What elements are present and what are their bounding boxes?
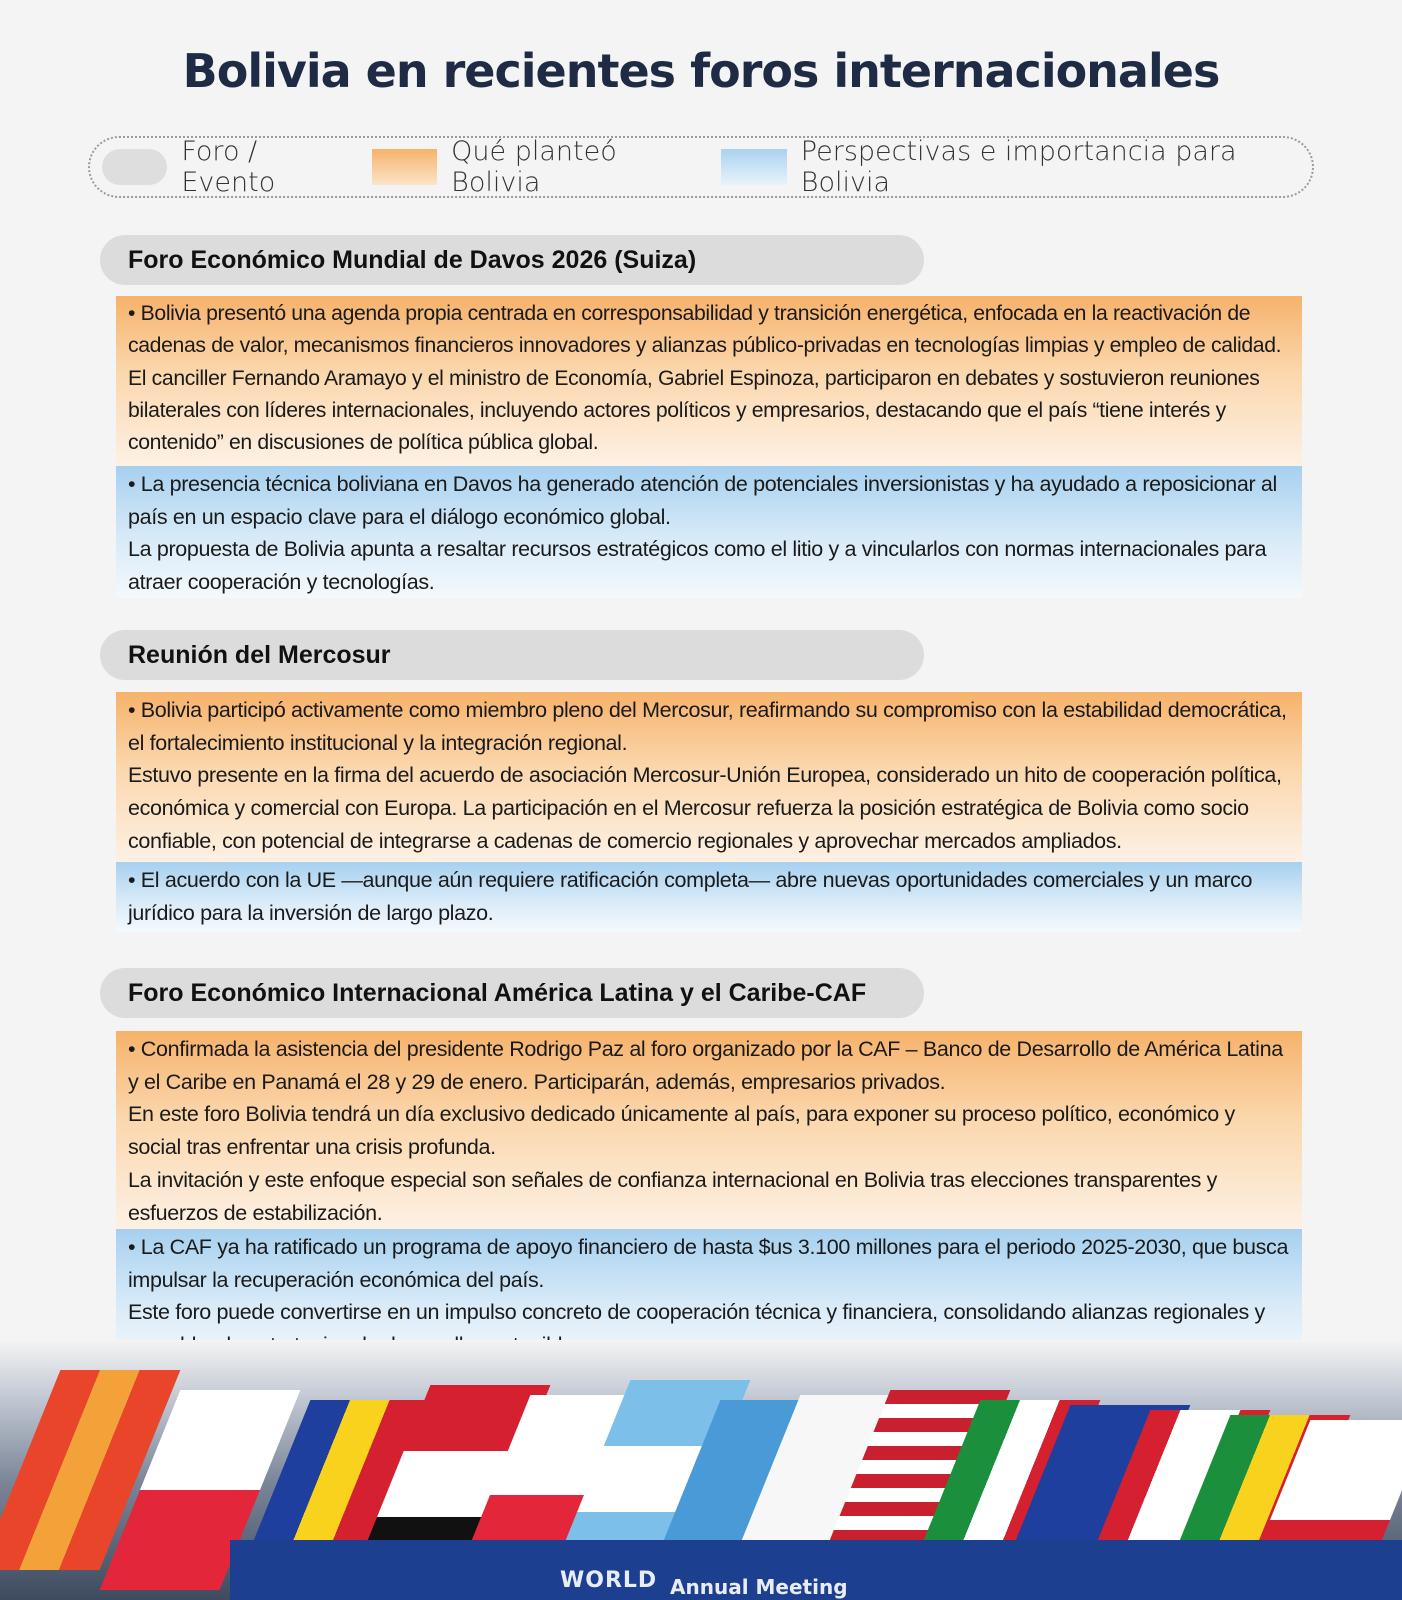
section-title-davos: Foro Económico Mundial de Davos 2026 (Suiza) [100, 235, 924, 285]
proposal-paragraph: • Bolivia presentó una agenda propia centrada en corresponsabilidad y transición energética, enfocada en la reactivación de cadenas de valor, mecanismos financieros innovadores y alianzas público-privadas en tecnologías limpias y empleo de calidad. [128, 302, 1282, 358]
perspective-paragraph: • La CAF ya ha ratificado un programa de apoyo financiero de hasta $us 3.100 millones para el periodo 2025-2030, que busca impulsar la recuperación económica del país. [128, 1235, 1289, 1292]
page-title: Bolivia en recientes foros internacionales [182, 44, 1220, 98]
proposal-box-mercosur [116, 692, 1302, 862]
proposal-box-davos [116, 296, 1302, 466]
proposal-paragraph: La invitación y este enfoque especial son señales de confianza internacional en Bolivia tras elecciones transparentes y esfuerzos de estabilización. [128, 1167, 1217, 1225]
legend-swatch-proposal [372, 149, 437, 185]
legend-label-proposal: Qué planteó Bolivia [451, 136, 617, 198]
proposal-paragraph: En este foro Bolivia tendrá un día exclusivo dedicado únicamente al país, para exponer su proceso político, económico y social tras enfrentar una crisis profunda. [128, 1102, 1235, 1160]
section-title-caf: Foro Económico Internacional América Latina y el Caribe-CAF [100, 968, 924, 1018]
legend-label-perspective: Perspectivas e importancia para Bolivia [800, 136, 1237, 198]
perspective-paragraph: • La presencia técnica boliviana en Davos ha generado atención de potenciales inversionistas y ha ayudado a reposicionar al país en un espacio clave para el diálogo económico global. [128, 472, 1277, 529]
perspective-paragraph: La propuesta de Bolivia apunta a resaltar recursos estratégicos como el litio y a vincularlos con normas internacionales para atraer cooperación y tecnologías. [128, 537, 1267, 595]
banner-word: Annual Meeting [670, 1575, 848, 1599]
section-title-mercosur: Reunión del Mercosur [100, 630, 924, 680]
perspective-box-davos [116, 466, 1302, 598]
proposal-paragraph: El canciller Fernando Aramayo y el ministro de Economía, Gabriel Espinoza, participaron en debates y sostuvieron reuniones bilaterales con líderes internacionales, incluyendo actores políticos y empresarios, destacando que el país “tiene interés y contenido” en discusiones de política pública global. [128, 366, 1260, 454]
flags-photo [0, 1340, 1402, 1600]
perspective-paragraph: Este foro puede convertirse en un impulso concreto de cooperación técnica y financiera, consolidando alianzas regionales y [128, 1300, 1265, 1325]
proposal-box-caf [116, 1031, 1302, 1229]
legend-swatch-forum [102, 149, 167, 185]
legend-swatch-perspective [721, 149, 787, 185]
legend-label-forum: Foro / Evento [181, 136, 276, 198]
proposal-paragraph: • Confirmada la asistencia del presidente Rodrigo Paz al foro organizado por la CAF – Banco de Desarrollo de América Latina y el Caribe en Panamá el 28 y 29 de enero. Participarán, además, empresarios privados. [128, 1037, 1283, 1094]
proposal-paragraph: Estuvo presente en la firma del acuerdo de asociación Mercosur-Unión Europea, considerado un hito de cooperación política, económica y comercial con Europa. La participación en el Mercosur refuerza la posición estratégica de Bolivia como socio confiable, con potencial de integrarse a cadenas de comercio regionales y aprovechar mercados ampliados. [128, 763, 1282, 853]
perspective-box-mercosur [116, 862, 1302, 932]
legend-item-proposal [372, 136, 698, 198]
legend [88, 136, 1314, 198]
banner-word: WORLD [560, 1568, 658, 1593]
legend-item-forum [102, 136, 348, 198]
proposal-paragraph: • Bolivia participó activamente como miembro pleno del Mercosur, reafirmando su compromiso con la estabilidad democrática, el fortalecimiento institucional y la integración regional. [128, 698, 1287, 755]
legend-item-perspective [721, 136, 1300, 198]
perspective-paragraph: • El acuerdo con la UE —aunque aún requiere ratificación completa— abre nuevas oportunidades comerciales y un marco jurídico para la inversión de largo plazo. [128, 868, 1253, 925]
